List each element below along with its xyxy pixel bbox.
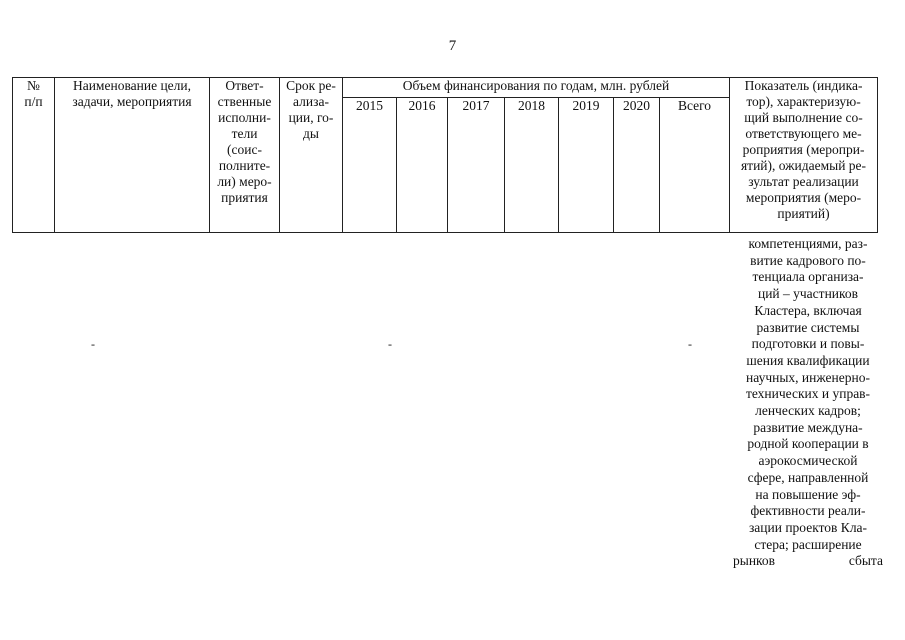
header-responsible-line: исполни- <box>218 110 271 125</box>
header-responsible-line: (соис- <box>227 142 262 157</box>
header-indicator-line: мероприятия (меро- <box>745 190 862 205</box>
header-number-line: № <box>27 78 40 93</box>
header-indicator-line: щий выполнение со- <box>744 110 863 125</box>
empty-cell-dash: - <box>388 337 392 351</box>
header-year-2015: 2015 <box>343 98 397 233</box>
header-number-line: п/п <box>24 94 43 109</box>
header-year-2017: 2017 <box>448 98 505 233</box>
header-responsible-line: тели <box>231 126 258 141</box>
text-line: научных, инженерно- <box>746 369 870 385</box>
text-line: рынков сбыта <box>733 553 883 569</box>
text-line: зации проектов Кла- <box>748 519 868 535</box>
program-table <box>12 77 878 233</box>
header-number <box>13 78 55 233</box>
text-line: фективности реали- <box>750 503 866 519</box>
text-line: витие кадрового по- <box>750 252 866 268</box>
header-indicator <box>730 78 878 233</box>
text-line: тенциала организа- <box>752 269 864 285</box>
header-total: Всего <box>660 98 730 233</box>
text-line: развитие междуна- <box>753 419 863 435</box>
text-line: аэрокосмической <box>758 453 858 469</box>
empty-cell-dash: - <box>91 337 95 351</box>
header-responsible <box>210 78 280 233</box>
text-line: ленческих кадров; <box>755 403 861 419</box>
header-year-2019: 2019 <box>559 98 614 233</box>
header-term-line: Срок ре- <box>286 78 336 93</box>
text-line: стера; расширение <box>754 536 862 552</box>
header-year-2018: 2018 <box>505 98 559 233</box>
header-year-2020: 2020 <box>614 98 660 233</box>
text-line: технических и управ- <box>745 386 871 402</box>
header-term-line: ализа- <box>293 94 329 109</box>
text-line: развитие системы <box>756 319 860 335</box>
header-indicator-line: приятий) <box>777 206 830 221</box>
empty-cell-dash: - <box>688 337 692 351</box>
header-year-2016: 2016 <box>397 98 448 233</box>
text-line: компетенциями, раз- <box>748 236 868 251</box>
header-responsible-line: ственные <box>217 94 272 109</box>
text-line: сфере, направленной <box>747 469 869 485</box>
header-term-line: ды <box>303 126 319 141</box>
text-line: ций – участников <box>757 286 859 302</box>
header-responsible-line: полните- <box>218 158 271 173</box>
header-responsible-line: приятия <box>221 190 268 205</box>
header-indicator-line: роприятия (меропри- <box>742 142 865 157</box>
header-indicator-line: зультат реализации <box>748 174 859 189</box>
header-name-line: Наименование цели, <box>72 78 192 93</box>
text-line: Кластера, включая <box>754 302 862 318</box>
text-line: подготовки и повы- <box>751 336 865 352</box>
text-line: родной кооперации в <box>747 436 869 452</box>
header-indicator-line: ятий), ожидаемый ре- <box>740 158 867 173</box>
header-term <box>280 78 343 233</box>
header-responsible-line: Ответ- <box>225 78 264 93</box>
header-indicator-line: ответствующего ме- <box>745 126 862 141</box>
header-responsible-line: ли) меро- <box>217 174 272 189</box>
page-number: 7 <box>448 38 457 54</box>
indicator-continued-text <box>733 236 883 570</box>
header-term-line: ции, го- <box>288 110 334 125</box>
header-indicator-line: Показатель (индика- <box>744 78 863 93</box>
header-name-line: задачи, мероприятия <box>72 94 192 109</box>
text-line: на повышение эф- <box>755 486 861 502</box>
header-name <box>55 78 210 233</box>
text-line: шения квалификации <box>746 352 870 368</box>
header-indicator-line: тор), характеризую- <box>746 94 861 109</box>
header-funding: Объем финансирования по годам, млн. рублей <box>343 78 730 98</box>
